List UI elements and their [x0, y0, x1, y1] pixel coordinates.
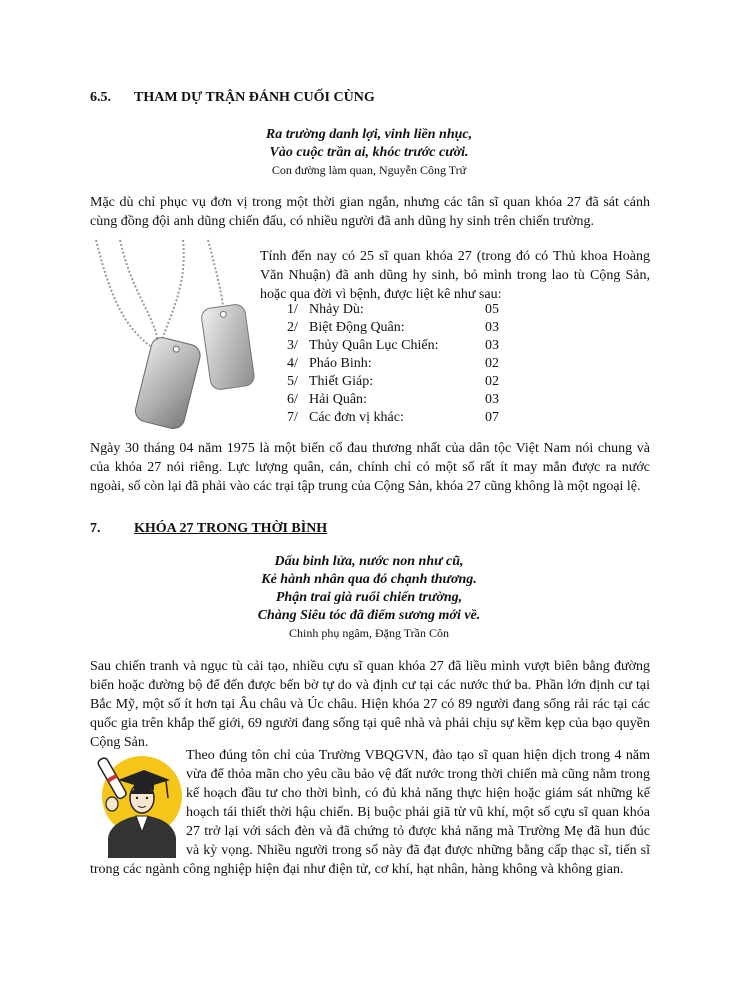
poem-line: Phận trai già ruổi chiến trường, [275, 590, 463, 605]
paragraph [90, 439, 650, 496]
list-number: 2/ [287, 320, 298, 335]
list-item [287, 319, 507, 337]
paragraph [90, 193, 650, 231]
list-value: 07 [485, 410, 499, 425]
poem-attribution: Chinh phụ ngâm, Đặng Trần Côn [288, 626, 449, 640]
list-label: Thiết Giáp: [309, 374, 374, 389]
list-label: Nhảy Dù: [309, 302, 364, 317]
section-heading-7 [90, 521, 327, 537]
paragraph-text: Tính đến nay có 25 sĩ quan khóa 27 (trong đó có Thủ khoa Hoàng Văn Nhuận) đã anh dũng hy sinh, bỏ mình trong lao tù Cộng Sản, hoặc qua đời vì bệnh, được liệt kê như sau: [260, 249, 650, 302]
poem-quote [0, 553, 738, 641]
list-number: 3/ [287, 338, 298, 353]
list-value: 05 [485, 302, 499, 317]
list-value: 02 [485, 356, 499, 371]
paragraph [260, 247, 650, 304]
poem-line: Ra trường danh lợi, vinh liền nhục, [265, 127, 473, 142]
section-number: 7. [90, 521, 101, 536]
list-number: 1/ [287, 302, 298, 317]
paragraph-text: Sau chiến tranh và ngục tù cải tạo, nhiều cựu sĩ quan khóa 27 đã liều mình vượt biên bằng đường biển hoặc đường bộ để đến được bến bờ tự do và định cư tại các nước thứ ba. Phần lớn định cư tại Bắc Mỹ, một số ít hơn tại Âu châu và Úc châu. Hiện khóa 27 có 89 người đang sống rải rác tại các quốc gia trên khắp thế giới, 69 người đang sống tại quê nhà và phải chịu sự kềm kẹp của bạo quyền Cộng Sản. [90, 659, 650, 750]
list-item [287, 409, 507, 427]
poem-quote [0, 126, 738, 178]
list-item [287, 373, 507, 391]
list-number: 5/ [287, 374, 298, 389]
list-item [287, 391, 507, 409]
poem-line: Dấu binh lửa, nước non như cũ, [274, 554, 464, 569]
section-title: THAM DỰ TRẬN ĐÁNH CUỐI CÙNG [134, 90, 375, 105]
list-number: 7/ [287, 410, 298, 425]
list-number: 4/ [287, 356, 298, 371]
paragraph-text: Ngày 30 tháng 04 năm 1975 là một biến cố đau thương nhất của dân tộc Việt Nam nói chung và của khóa 27 nói riêng. Lực lượng quân, cán, chính chỉ có một số rất ít may mắn được ra nước ngoài, số còn lại đã phải vào các trại tập trung của Cộng Sản, khóa 27 cũng không là một ngoại lệ. [90, 441, 650, 494]
list-number: 6/ [287, 392, 298, 407]
list-value: 03 [485, 320, 499, 335]
poem-attribution: Con đường làm quan, Nguyễn Công Trứ [271, 163, 467, 177]
list-label: Biệt Động Quân: [309, 320, 405, 335]
section-number: 6.5. [90, 90, 111, 105]
paragraph [90, 657, 650, 752]
list-label: Pháo Binh: [309, 356, 372, 371]
paragraph-text: Theo đúng tôn chỉ của Trường VBQGVN, đào tạo sĩ quan hiện dịch trong 4 năm vừa để thỏa mãn cho yêu cầu bảo vệ đất nước trong thời chiến mà cũng nằm trong kế hoạch đầu tư cho thời bình, có đủ khả năng thực hiện hoặc giám sát những kế hoạch tái thiết thời hậu chiến. Bị buộc phải giã từ vũ khí, một số cựu sĩ quan khóa 27 trở lại với sách đèn và đã chứng tỏ được khả năng mà Trường Mẹ đã hun đúc và kỳ vọng. Nhiều người trong số này đã đạt được những bằng cấp thạc sĩ, tiến sĩ trong các ngành công nghiệp hiện đại như điện tử, cơ khí, hạt nhân, hàng không và không gian. [90, 748, 650, 877]
list-item [287, 337, 507, 355]
section-heading-6-5 [90, 90, 375, 106]
list-value: 02 [485, 374, 499, 389]
list-item [287, 355, 507, 373]
dog-tags-image [88, 238, 258, 430]
list-item [287, 301, 507, 319]
list-label: Hải Quân: [309, 392, 367, 407]
list-value: 03 [485, 392, 499, 407]
paragraph [90, 746, 650, 879]
paragraph-text: Mặc dù chỉ phục vụ đơn vị trong một thời gian ngắn, nhưng các tân sĩ quan khóa 27 đã sát cánh cùng đồng đội anh dũng chiến đấu, có nhiều người đã anh dũng hy sinh trên chiến trường. [90, 195, 650, 229]
casualty-list [287, 301, 507, 427]
poem-line: Vào cuộc trần ai, khóc trước cười. [269, 145, 469, 160]
list-label: Thủy Quân Lục Chiến: [309, 338, 439, 353]
list-label: Các đơn vị khác: [309, 410, 404, 425]
poem-line: Chàng Siêu tóc đã điểm sương mới về. [257, 608, 481, 623]
section-title: KHÓA 27 TRONG THỜI BÌNH [134, 521, 328, 536]
poem-line: Kẻ hành nhân qua đó chạnh thương. [261, 572, 477, 587]
image-float-spacer [90, 746, 186, 858]
list-value: 03 [485, 338, 499, 353]
